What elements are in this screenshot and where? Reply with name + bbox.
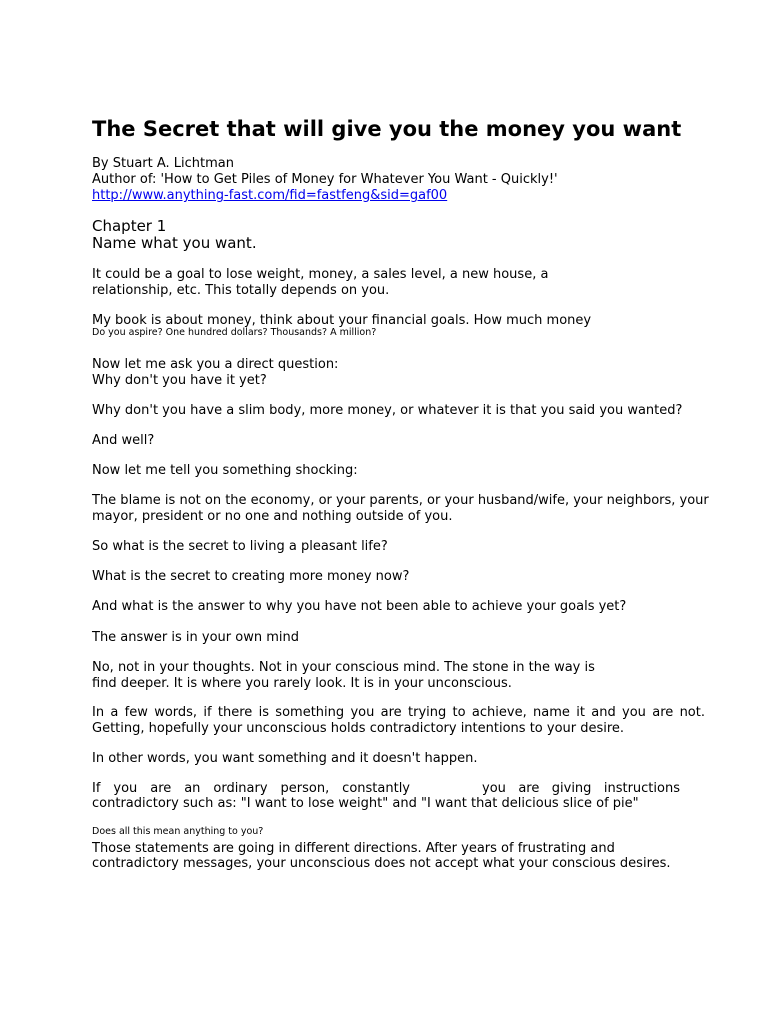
paragraph-question-line-1: Now let me ask you a direct question: <box>92 357 339 372</box>
paragraph-blame-line-1: The blame is not on the economy, or your parents, or your husband/wife, your neighbors, your <box>92 493 709 508</box>
paragraph-and-well: And well? <box>92 433 155 448</box>
paragraph-pleasant-life: So what is the secret to living a pleasant life? <box>92 539 388 554</box>
paragraph-unconscious-line-2: find deeper. It is where you rarely look. It is in your unconscious. <box>92 676 512 691</box>
paragraph-few-words-line-2: Getting, hopefully your unconscious holds contradictory intentions to your desire. <box>92 721 625 736</box>
byline: By Stuart A. Lichtman <box>92 156 235 171</box>
paragraph-other-words: In other words, you want something and it doesn't happen. <box>92 751 478 766</box>
chapter-title: Name what you want. <box>92 234 257 252</box>
paragraph-goal-line-1: It could be a goal to lose weight, money, a sales level, a new house, a <box>92 267 549 282</box>
paragraph-question-line-2: Why don't you have it yet? <box>92 373 267 388</box>
paragraph-answer-question: And what is the answer to why you have not been able to achieve your goals yet? <box>92 599 627 614</box>
document-title: The Secret that will give you the money you want <box>92 117 682 141</box>
paragraph-ordinary-line-1b: you are giving instructions <box>482 781 680 796</box>
chapter-label: Chapter 1 <box>92 217 167 235</box>
paragraph-mean-anything: Does all this mean anything to you? <box>92 826 264 837</box>
paragraph-more-money: What is the secret to creating more money now? <box>92 569 410 584</box>
paragraph-money-small-line: Do you aspire? One hundred dollars? Thousands? A million? <box>92 327 377 338</box>
paragraph-own-mind: The answer is in your own mind <box>92 630 299 645</box>
paragraph-unconscious-line-1: No, not in your thoughts. Not in your conscious mind. The stone in the way is <box>92 660 595 675</box>
paragraph-shocking: Now let me tell you something shocking: <box>92 463 358 478</box>
paragraph-statements-line-1: Those statements are going in different directions. After years of frustrating and <box>92 841 615 856</box>
paragraph-money-line-1: My book is about money, think about your financial goals. How much money <box>92 313 592 328</box>
source-link[interactable]: http://www.anything-fast.com/fid=fastfeng&sid=gaf00 <box>92 188 448 203</box>
author-of-line: Author of: 'How to Get Piles of Money for Whatever You Want - Quickly!' <box>92 172 558 187</box>
paragraph-ordinary-line-2: contradictory such as: "I want to lose weight" and "I want that delicious slice of pie" <box>92 796 639 811</box>
paragraph-statements-line-2: contradictory messages, your unconscious does not accept what your conscious desires. <box>92 856 671 871</box>
paragraph-ordinary-line-1a: If you are an ordinary person, constantly <box>92 781 410 796</box>
paragraph-few-words-line-1: In a few words, if there is something you are trying to achieve, name it and you are not. <box>92 705 705 720</box>
paragraph-blame-line-2: mayor, president or no one and nothing outside of you. <box>92 509 453 524</box>
paragraph-why-dont: Why don't you have a slim body, more money, or whatever it is that you said you wanted? <box>92 403 683 418</box>
paragraph-goal-line-2: relationship, etc. This totally depends on you. <box>92 283 390 298</box>
